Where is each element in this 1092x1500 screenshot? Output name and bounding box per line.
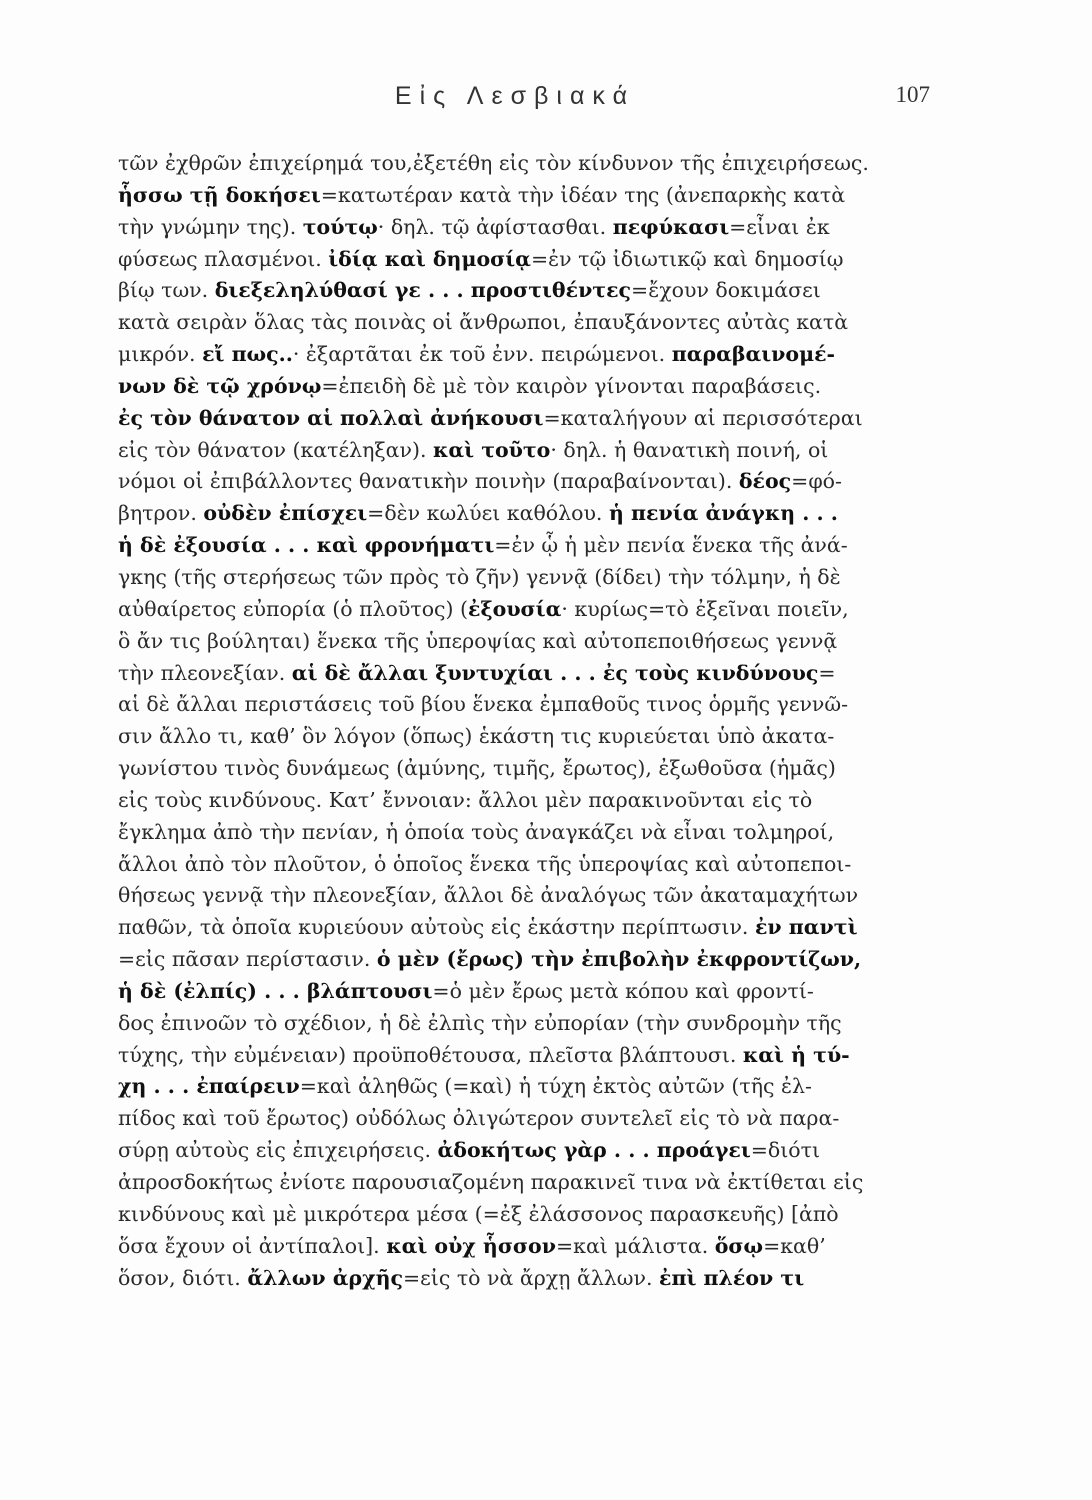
text-line — [118, 180, 943, 212]
lemma-text: καὶ οὐχ ἧσσον — [386, 1233, 556, 1258]
text-line — [118, 1008, 943, 1040]
text-line — [118, 912, 943, 944]
gloss-text: γκης (τῆς στερήσεως τῶν πρὸς τὸ ζῆν) γεννᾷ (δίδει) τὴν τόλμην, ἡ δὲ — [118, 564, 841, 589]
lemma-text: ἰδίᾳ καὶ δημοσίᾳ — [328, 246, 531, 271]
gloss-text: νόμοι οἱ ἐπιβάλλοντες θανατικὴν ποινὴν (παραβαίνονται). — [118, 469, 739, 494]
text-line — [118, 435, 943, 467]
gloss-text: =ἔχουν δοκιμάσει — [631, 278, 821, 303]
text-line — [118, 721, 943, 753]
lemma-text: ὅσῳ — [714, 1233, 764, 1258]
gloss-text: εἰς τὸν θάνατον (κατέληξαν). — [118, 437, 433, 462]
gloss-text: =καὶ μάλιστα. — [555, 1233, 715, 1258]
text-line — [118, 626, 943, 658]
gloss-text: τύχης, τὴν εὐμένειαν) προϋποθέτουσα, πλεῖστα βλάπτουσι. — [118, 1042, 743, 1067]
text-line — [118, 148, 943, 180]
gloss-text: αἱ δὲ ἄλλαι περιστάσεις τοῦ βίου ἕνεκα ἐμπαθοῦς τινος ὁρμῆς γεννῶ- — [118, 692, 849, 717]
text-line — [118, 689, 943, 721]
gloss-text: μικρόν. — [118, 342, 203, 367]
gloss-text: · δηλ. τῷ ἀφίστασθαι. — [377, 214, 613, 239]
gloss-text: παθῶν, τὰ ὁποῖα κυριεύουν αὐτοὺς εἰς ἑκάστην περίπτωσιν. — [118, 915, 755, 940]
text-line — [118, 880, 943, 912]
text-line — [118, 275, 943, 307]
gloss-text: =καθ’ — [763, 1233, 826, 1258]
text-line — [118, 1263, 943, 1295]
gloss-text: = — [818, 660, 836, 685]
gloss-text: =εἰς τὸ νὰ ἄρχῃ ἄλλων. — [403, 1265, 660, 1290]
text-line — [118, 1199, 943, 1231]
gloss-text: γωνίστου τινὸς δυνάμεως (ἀμύνης, τιμῆς, ἔρωτος), ἐξωθοῦσα (ἡμᾶς) — [118, 756, 836, 781]
lemma-text: αἱ δὲ ἄλλαι ξυντυχίαι . . . ἐς τοὺς κινδύνους — [291, 660, 819, 685]
lemma-text: ὁ μὲν (ἔρως) τὴν ἐπιβολὴν ἐκφροντίζων, — [376, 947, 862, 972]
text-line — [118, 1071, 943, 1103]
gloss-text: =φό- — [791, 469, 842, 494]
lemma-text: ἐπὶ πλέον τι — [659, 1265, 805, 1290]
text-line — [118, 785, 943, 817]
text-line — [118, 594, 943, 626]
gloss-text: =εἶναι ἐκ — [729, 214, 830, 239]
lemma-text: νων δὲ τῷ χρόνῳ — [118, 373, 322, 398]
gloss-text: πίδος καὶ τοῦ ἔρωτος) οὐδόλως ὀλιγώτερον συντελεῖ εἰς τὸ νὰ παρα- — [118, 1106, 840, 1131]
gloss-text: =διότι — [750, 1138, 821, 1163]
lemma-text: καὶ τοῦτο — [433, 437, 551, 462]
gloss-text: ἔγκλημα ἀπὸ τὴν πενίαν, ἡ ὁποία τοὺς ἀναγκάζει νὰ εἶναι τολμηροί, — [118, 819, 835, 844]
text-line — [118, 849, 943, 881]
gloss-text: =ὁ μὲν ἔρως μετὰ κόπου καὶ φροντί- — [432, 978, 814, 1003]
gloss-text: αὐθαίρετος εὐπορία (ὁ πλοῦτος) ( — [118, 596, 469, 621]
gloss-text: =ἐν τῷ ἰδιωτικῷ καὶ δημοσίῳ — [530, 246, 844, 271]
lemma-text: παραβαινομέ- — [671, 342, 836, 367]
text-line — [118, 753, 943, 785]
gloss-text: εἰς τοὺς κινδύνους. Κατ’ ἔννοιαν: ἄλλοι μὲν παρακινοῦνται εἰς τὸ — [118, 787, 813, 812]
text-line — [118, 1167, 943, 1199]
running-title: Εἰς Λεσβιακά — [394, 82, 636, 110]
text-line — [118, 339, 943, 371]
page-header — [100, 82, 930, 122]
text-line — [118, 817, 943, 849]
gloss-text: =δὲν κωλύει καθόλου. — [367, 501, 609, 526]
gloss-text: σύρῃ αὐτοὺς εἰς ἐπιχειρήσεις. — [118, 1138, 438, 1163]
gloss-text: ἀπροσδοκήτως ἐνίοτε παρουσιαζομένη παρακινεῖ τινα νὰ ἐκτίθεται εἰς — [118, 1170, 864, 1194]
lemma-text: ἡ δὲ ἐξουσία . . . καὶ φρονήματι — [118, 533, 495, 558]
lemma-text: ἐξουσία — [468, 596, 562, 621]
lemma-text: ἧσσω τῇ δοκήσει — [118, 182, 321, 207]
gloss-text: ὅσον, διότι. — [118, 1265, 248, 1290]
gloss-text: ὃ ἄν τις βούληται) ἕνεκα τῆς ὑπεροψίας καὶ αὐτοπεποιθήσεως γεννᾷ — [118, 628, 838, 653]
lemma-text: εἴ πως.. — [202, 342, 293, 367]
gloss-text: =ἐν ᾧ ἡ μὲν πενία ἕνεκα τῆς ἀνά- — [494, 533, 848, 558]
commentary-text — [118, 148, 943, 1294]
gloss-text: =κατωτέραν κατὰ τὴν ἰδέαν της (ἀνεπαρκὴς κατὰ — [320, 182, 846, 207]
text-line — [118, 307, 943, 339]
gloss-text: =εἰς πᾶσαν περίστασιν. — [118, 947, 377, 972]
lemma-text: τούτῳ — [302, 214, 378, 239]
gloss-text: φύσεως πλασμένοι. — [118, 246, 329, 271]
gloss-text: κατὰ σειρὰν ὅλας τὰς ποινὰς οἱ ἄνθρωποι, ἐπαυξάνοντες αὐτὰς κατὰ — [118, 310, 849, 335]
gloss-text: =ἐπειδὴ δὲ μὲ τὸν καιρὸν γίνονται παραβάσεις. — [321, 373, 822, 398]
gloss-text: · δηλ. ἡ θανατικὴ ποινή, οἱ — [550, 437, 829, 462]
gloss-text: θήσεως γεννᾷ τὴν πλεονεξίαν, ἄλλοι δὲ ἀναλόγως τῶν ἀκαταμαχήτων — [118, 883, 859, 908]
lemma-text: καὶ ἡ τύ- — [742, 1042, 850, 1067]
text-line — [118, 562, 943, 594]
lemma-text: ἄλλων ἀρχῆς — [247, 1265, 403, 1290]
gloss-text: βητρον. — [118, 501, 204, 526]
lemma-text: πεφύκασι — [612, 214, 730, 239]
lemma-text: ἡ δὲ (ἐλπίς) . . . βλάπτουσι — [118, 978, 433, 1003]
gloss-text: · ἐξαρτᾶται ἐκ τοῦ ἐνν. πειρώμενοι. — [292, 342, 672, 367]
gloss-text: κινδύνους καὶ μὲ μικρότερα μέσα (=ἐξ ἐλάσσονος παρασκευῆς) [ἀπὸ — [118, 1201, 839, 1226]
text-line — [118, 371, 943, 403]
text-line — [118, 212, 943, 244]
gloss-text: ὅσα ἔχουν οἱ ἀντίπαλοι]. — [118, 1233, 387, 1258]
lemma-text: χη . . . ἐπαίρειν — [118, 1074, 300, 1099]
text-line — [118, 403, 943, 435]
gloss-text: =καταλήγουν αἱ περισσότεραι — [543, 405, 863, 430]
text-line — [118, 1231, 943, 1263]
text-line — [118, 1135, 943, 1167]
text-line — [118, 1040, 943, 1072]
gloss-text: τῶν ἐχθρῶν ἐπιχείρημά του,ἐξετέθη εἰς τὸν κίνδυνον τῆς ἐπιχειρήσεως. — [118, 151, 869, 175]
gloss-text: βίῳ των. — [118, 278, 215, 303]
gloss-text: ἄλλοι ἀπὸ τὸν πλοῦτον, ὁ ὁποῖος ἕνεκα τῆς ὑπεροψίας καὶ αὐτοπεποι- — [118, 851, 852, 876]
text-line — [118, 976, 943, 1008]
gloss-text: τὴν πλεονεξίαν. — [118, 660, 292, 685]
gloss-text: =καὶ ἀληθῶς (=καὶ) ἡ τύχη ἐκτὸς αὐτῶν (τῆς ἐλ- — [299, 1074, 812, 1099]
lemma-text: ἐν παντὶ — [754, 915, 858, 940]
text-line — [118, 530, 943, 562]
text-line — [118, 466, 943, 498]
lemma-text: οὐδὲν ἐπίσχει — [203, 501, 368, 526]
lemma-text: διεξεληλύθασί γε . . . προστιθέντες — [214, 278, 632, 303]
text-line — [118, 944, 943, 976]
text-line — [118, 244, 943, 276]
gloss-text: τὴν γνώμην της). — [118, 214, 303, 239]
gloss-text: σιν ἄλλο τι, καθ’ ὃν λόγον (ὅπως) ἑκάστη τις κυριεύεται ὑπὸ ἀκατα- — [118, 724, 835, 749]
lemma-text: ἐς τὸν θάνατον αἱ πολλαὶ ἀνήκουσι — [118, 405, 544, 430]
lemma-text: δέος — [738, 469, 792, 494]
text-line — [118, 1103, 943, 1135]
lemma-text: ἡ πενία ἀνάγκη . . . — [608, 501, 838, 526]
gloss-text: δος ἐπινοῶν τὸ σχέδιον, ἡ δὲ ἐλπὶς τὴν εὐπορίαν (τὴν συνδρομὴν τῆς — [118, 1010, 842, 1035]
lemma-text: ἀδοκήτως γὰρ . . . προάγει — [437, 1138, 751, 1163]
gloss-text: · κυρίως=τὸ ἐξεῖναι ποιεῖν, — [561, 596, 849, 621]
text-line — [118, 658, 943, 690]
page-number: 107 — [895, 82, 930, 107]
text-line — [118, 498, 943, 530]
